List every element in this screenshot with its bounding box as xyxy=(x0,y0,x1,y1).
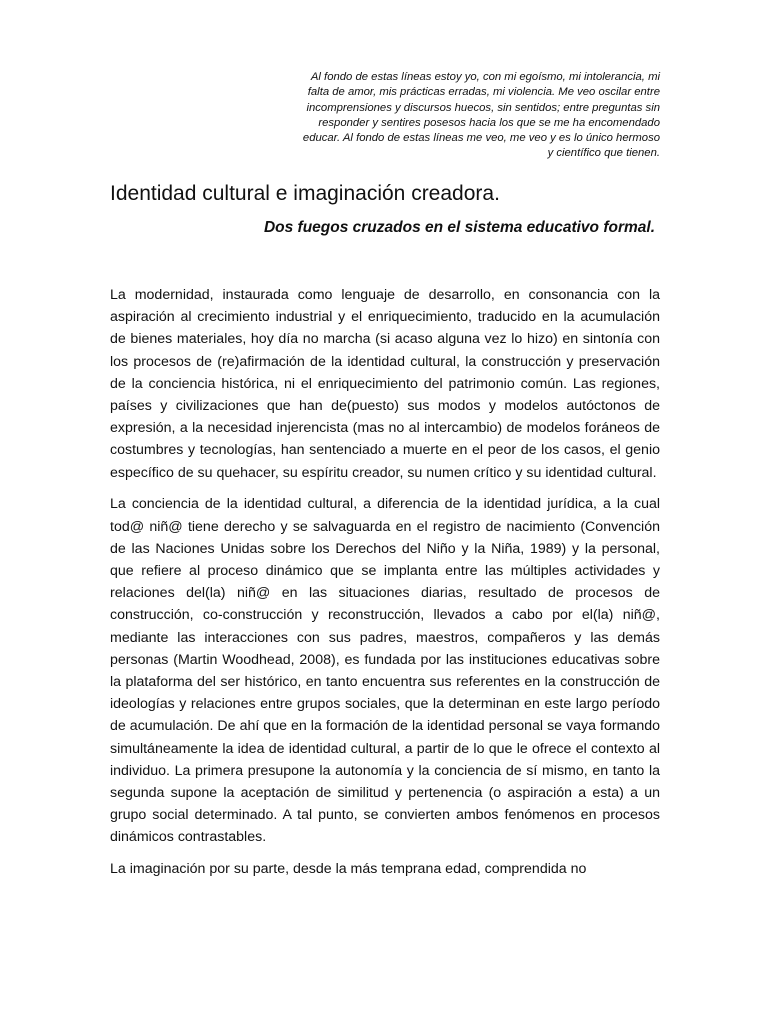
epigraph xyxy=(240,70,660,162)
body-text xyxy=(110,284,660,890)
epigraph-line: Al fondo de estas líneas estoy yo, con mi egoísmo, mi intolerancia, mi xyxy=(310,71,660,83)
epigraph-line: responder y sentires posesos hacia los que se me ha encomendado xyxy=(318,116,660,129)
epigraph-line: incomprensiones y discursos huecos, sin sentidos; entre preguntas sin xyxy=(306,101,660,114)
document-subtitle: Dos fuegos cruzados en el sistema educativo formal. xyxy=(263,219,655,236)
paragraph: La imaginación por su parte, desde la más temprana edad, comprendida no xyxy=(110,861,587,878)
document-title: Identidad cultural e imaginación creadora. xyxy=(110,182,500,205)
epigraph-line: y científico que tienen. xyxy=(547,147,660,160)
epigraph-line: falta de amor, mis prácticas erradas, mi violencia. Me veo oscilar entre xyxy=(307,86,660,99)
paragraph: La modernidad, instaurada como lenguaje de desarrollo, en consonancia con la aspiración al crecimiento industrial y el enriquecimiento, traducido en la acumulación de bienes materiales, hoy día no marcha (si acaso alguna vez lo hizo) en sintonía con los procesos de (re)afirmación de la identidad cultural, la construcción y preservación de la conciencia histórica, ni el enriquecimiento del patrimonio común. Las regiones, países y civilizaciones que han de(puesto) sus modos y modelos autóctonos de expresión, a la necesidad injerencista (mas no al intercambio) de modelos foráneos de costumbres y tecnologías, han sentenciado a muerte en el peor de los casos, el genio específico de su quehacer, su espíritu creador, su numen crítico y su identidad cultural. xyxy=(110,287,660,481)
epigraph-line: educar. Al fondo de estas líneas me veo, me veo y es lo único hermoso xyxy=(302,132,660,145)
paragraph: La conciencia de la identidad cultural, a diferencia de la identidad jurídica, a la cual tod@ niñ@ tiene derecho y se salvaguarda en el registro de nacimiento (Convención de las Naciones Unidas sobre los Derechos del Niño y la Niña, 1989) y la personal, que refiere al proceso dinámico que se implanta entre las múltiples actividades y relaciones del(la) niñ@ en las situaciones diarias, resultado de procesos de construcción, co-construcción y reconstrucción, llevados a cabo por el(la) niñ@, mediante las interacciones con sus padres, maestros, compañeros y las demás personas (Martin Woodhead, 2008), es fundada por las instituciones educativas sobre la plataforma del ser histórico, en tanto encuentra sus referentes en la construcción de ideologías y relaciones entre grupos sociales, que la determinan en este largo período de acumulación. De ahí que en la formación de la identidad personal se vaya formando simultáneamente la idea de identidad cultural, a partir de lo que le ofrece el contexto al individuo. La primera presupone la autonomía y la conciencia de sí mismo, en tanto la segunda supone la aceptación de similitud y pertenencia (o aspiración a esta) a un grupo social determinado. A tal punto, se convierten ambos fenómenos en procesos dinámicos contrastables. xyxy=(110,496,660,846)
